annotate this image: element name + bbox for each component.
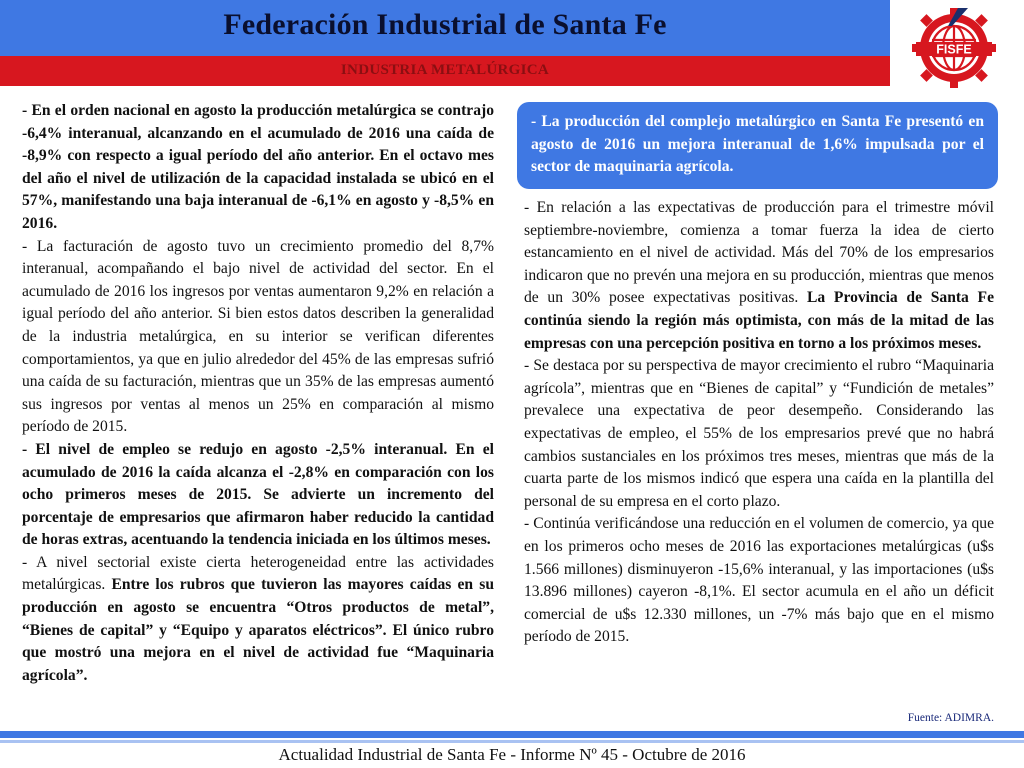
footer-text: Actualidad Industrial de Santa Fe - Informe Nº 45 - Octubre de 2016 — [278, 745, 746, 764]
paragraph-billing: - La facturación de agosto tuvo un crecimiento promedio del 8,7% interanual, acompañando el bajo nivel de actividad del sector. En el acumulado de 2016 los ingresos por ventas aumentaron 9,2% en relación a igual período del año anterior. Si bien estos datos describen la generalidad de la industria metalúrgica, en su interior se verifican diferentes comportamientos, ya que en julio alrededor del 45% de las empresas sufrió una caída de su facturación, mientras que un 35% de las empresas aumentó sus ingresos por ventas al menos un 25% en comparación al mismo período de 2015. — [22, 237, 494, 436]
footer-rule — [0, 731, 1024, 738]
footer-rule-thin — [0, 740, 1024, 743]
paragraph-outlook: - Se destaca por su perspectiva de mayor crecimiento el rubro “Maquinaria agrícola”, mientras que en “Bienes de capital” y “Fundición de metales” prevalece una expectativa de peor desempeño. Considerando las expectativas de empleo, el 55% de los empresarios prevé que no habrá cambios sustanciales en los próximos tres meses, mientras que más de la cuarta parte de los mismos indicó que espera una caída en la plantilla del personal de su empresa en el corto plazo. — [524, 357, 994, 510]
paragraph-employment: - El nivel de empleo se redujo en agosto -2,5% interanual. En el acumulado de 2016 la caída alcanza el -2,8% en comparación con los ocho primeros meses de 2015. Se advierte un incremento del porcentaje de empresarios que afirmaron haber reducido la cantidad de horas extras, acentuando la tendencia iniciada en los últimos meses. — [22, 440, 494, 549]
fisfe-gear-logo-icon — [908, 4, 1000, 90]
paragraph-production: - En el orden nacional en agosto la producción metalúrgica se contrajo -6,4% interanual, alcanzando en el acumulado de 2016 una caída de -8,9% con respecto a igual período del año anterior. En el octavo mes del año el nivel de utilización de la capacidad instalada se ubicó en el 57%, manifestando una baja interanual de -6,1% en agosto y -8,5% en 2016. — [22, 102, 495, 232]
logo-text: FISFE — [936, 42, 972, 57]
page-title: Federación Industrial de Santa Fe — [223, 8, 667, 41]
left-column — [22, 100, 494, 687]
source-note: Fuente: ADIMRA. — [907, 712, 994, 724]
paragraph-expectations: - En relación a las expectativas de producción para el trimestre móvil septiembre-noviembre, comienza a tomar fuerza la idea de cierto estancamiento en el nivel de actividad. Más del 70% de los empresarios indicaron que no prevén una mejora en su producción, mientras que menos de un 30% posee expectativas positivas. La Provincia de Santa Fe continúa siendo la región más optimista, con más de la mitad de las empresas con una percepción positiva en torno a los próximos meses. — [524, 199, 994, 352]
highlight-box: - La producción del complejo metalúrgico en Santa Fe presentó en agosto de 2016 un mejora interanual de 1,6% impulsada por el sector de maquinaria agrícola. — [517, 102, 998, 189]
right-column — [524, 197, 994, 649]
paragraph-trade: - Continúa verificándose una reducción en el volumen de comercio, ya que en los primeros ocho meses de 2016 las exportaciones metalúrgicas (u$s 1.566 millones) disminuyeron -15,6% interanual, y las importaciones (u$s 13.896 millones) cayeron -8,1%. El sector acumula en el año un déficit comercial de u$s 12.330 millones, un -7% más bajo que en el mismo período de 2015. — [524, 515, 994, 646]
section-title: INDUSTRIA METALÚRGICA — [340, 62, 550, 78]
paragraph-sectors: - A nivel sectorial existe cierta heterogeneidad entre las actividades metalúrgicas. Entre los rubros que tuvieron las mayores caídas en su producción en agosto se encuentra “Otros productos de metal”, “Bienes de capital” y “Equipo y aparatos eléctricos”. El único rubro que mostró una mejora en el nivel de actividad fue “Maquinaria agrícola”. — [22, 553, 494, 684]
